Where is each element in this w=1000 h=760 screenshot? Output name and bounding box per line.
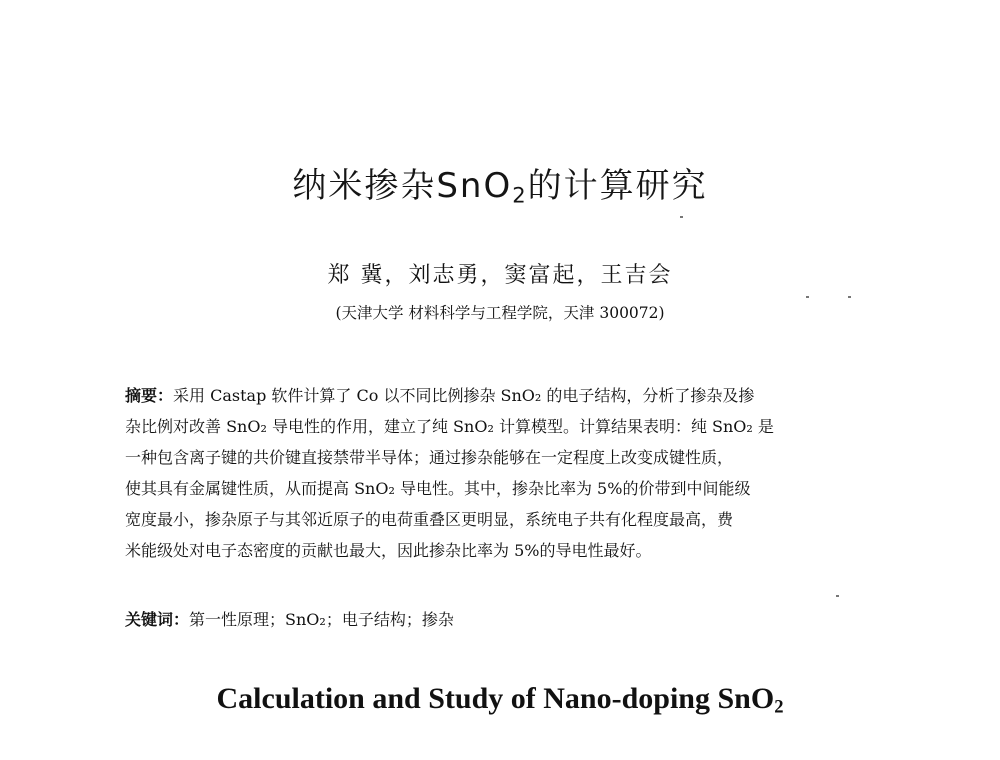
affiliation: (天津大学 材料科学与工程学院，天津 300072) [335,304,665,322]
abstract-line-text: 采用 Castap 软件计算了 Co 以不同比例掺杂 SnO₂ 的电子结构，分析了掺杂及掺 [173,386,755,405]
paper-title-english [0,682,1000,716]
scan-speck [848,296,851,298]
keywords-label: 关键词： [125,610,190,629]
title-en-main: Calculation and Study of Nano-doping SnO [216,682,775,715]
keywords-text: 第一性原理；SnO₂；电子结构；掺杂 [189,610,454,629]
keywords [125,607,454,630]
title-en-subscript: 2 [774,696,784,718]
title-cn-main: 纳米掺杂SnO [292,166,513,206]
scan-speck [680,216,683,218]
title-cn-subscript: 2 [512,182,528,208]
abstract-line: 使其具有金属键性质，从而提高 SnO₂ 导电性。其中，掺杂比率为 5%的价带到中间能级 [125,479,751,498]
abstract-line: 杂比例对改善 SnO₂ 导电性的作用，建立了纯 SnO₂ 计算模型。计算结果表明：纯 SnO₂ 是 [125,417,774,436]
scan-speck [806,296,809,298]
abstract-line: 宽度最小，掺杂原子与其邻近原子的电荷重叠区更明显，系统电子共有化程度最高，费 [125,510,734,529]
abstract-label: 摘要： [125,386,174,405]
abstract-line: 米能级处对电子态密度的贡献也最大，因此掺杂比率为 5%的导电性最好。 [125,541,652,560]
abstract-line [125,380,885,411]
abstract-line: 一种包含离子键的共价键直接禁带半导体；通过掺杂能够在一定程度上改变成键性质， [125,448,734,467]
paper-title-chinese [0,158,1000,207]
scan-speck [836,595,839,597]
author-list: 郑 冀，刘志勇，窦富起，王吉会 [327,263,673,288]
abstract [125,380,885,566]
title-cn-tail: 的计算研究 [527,166,708,206]
